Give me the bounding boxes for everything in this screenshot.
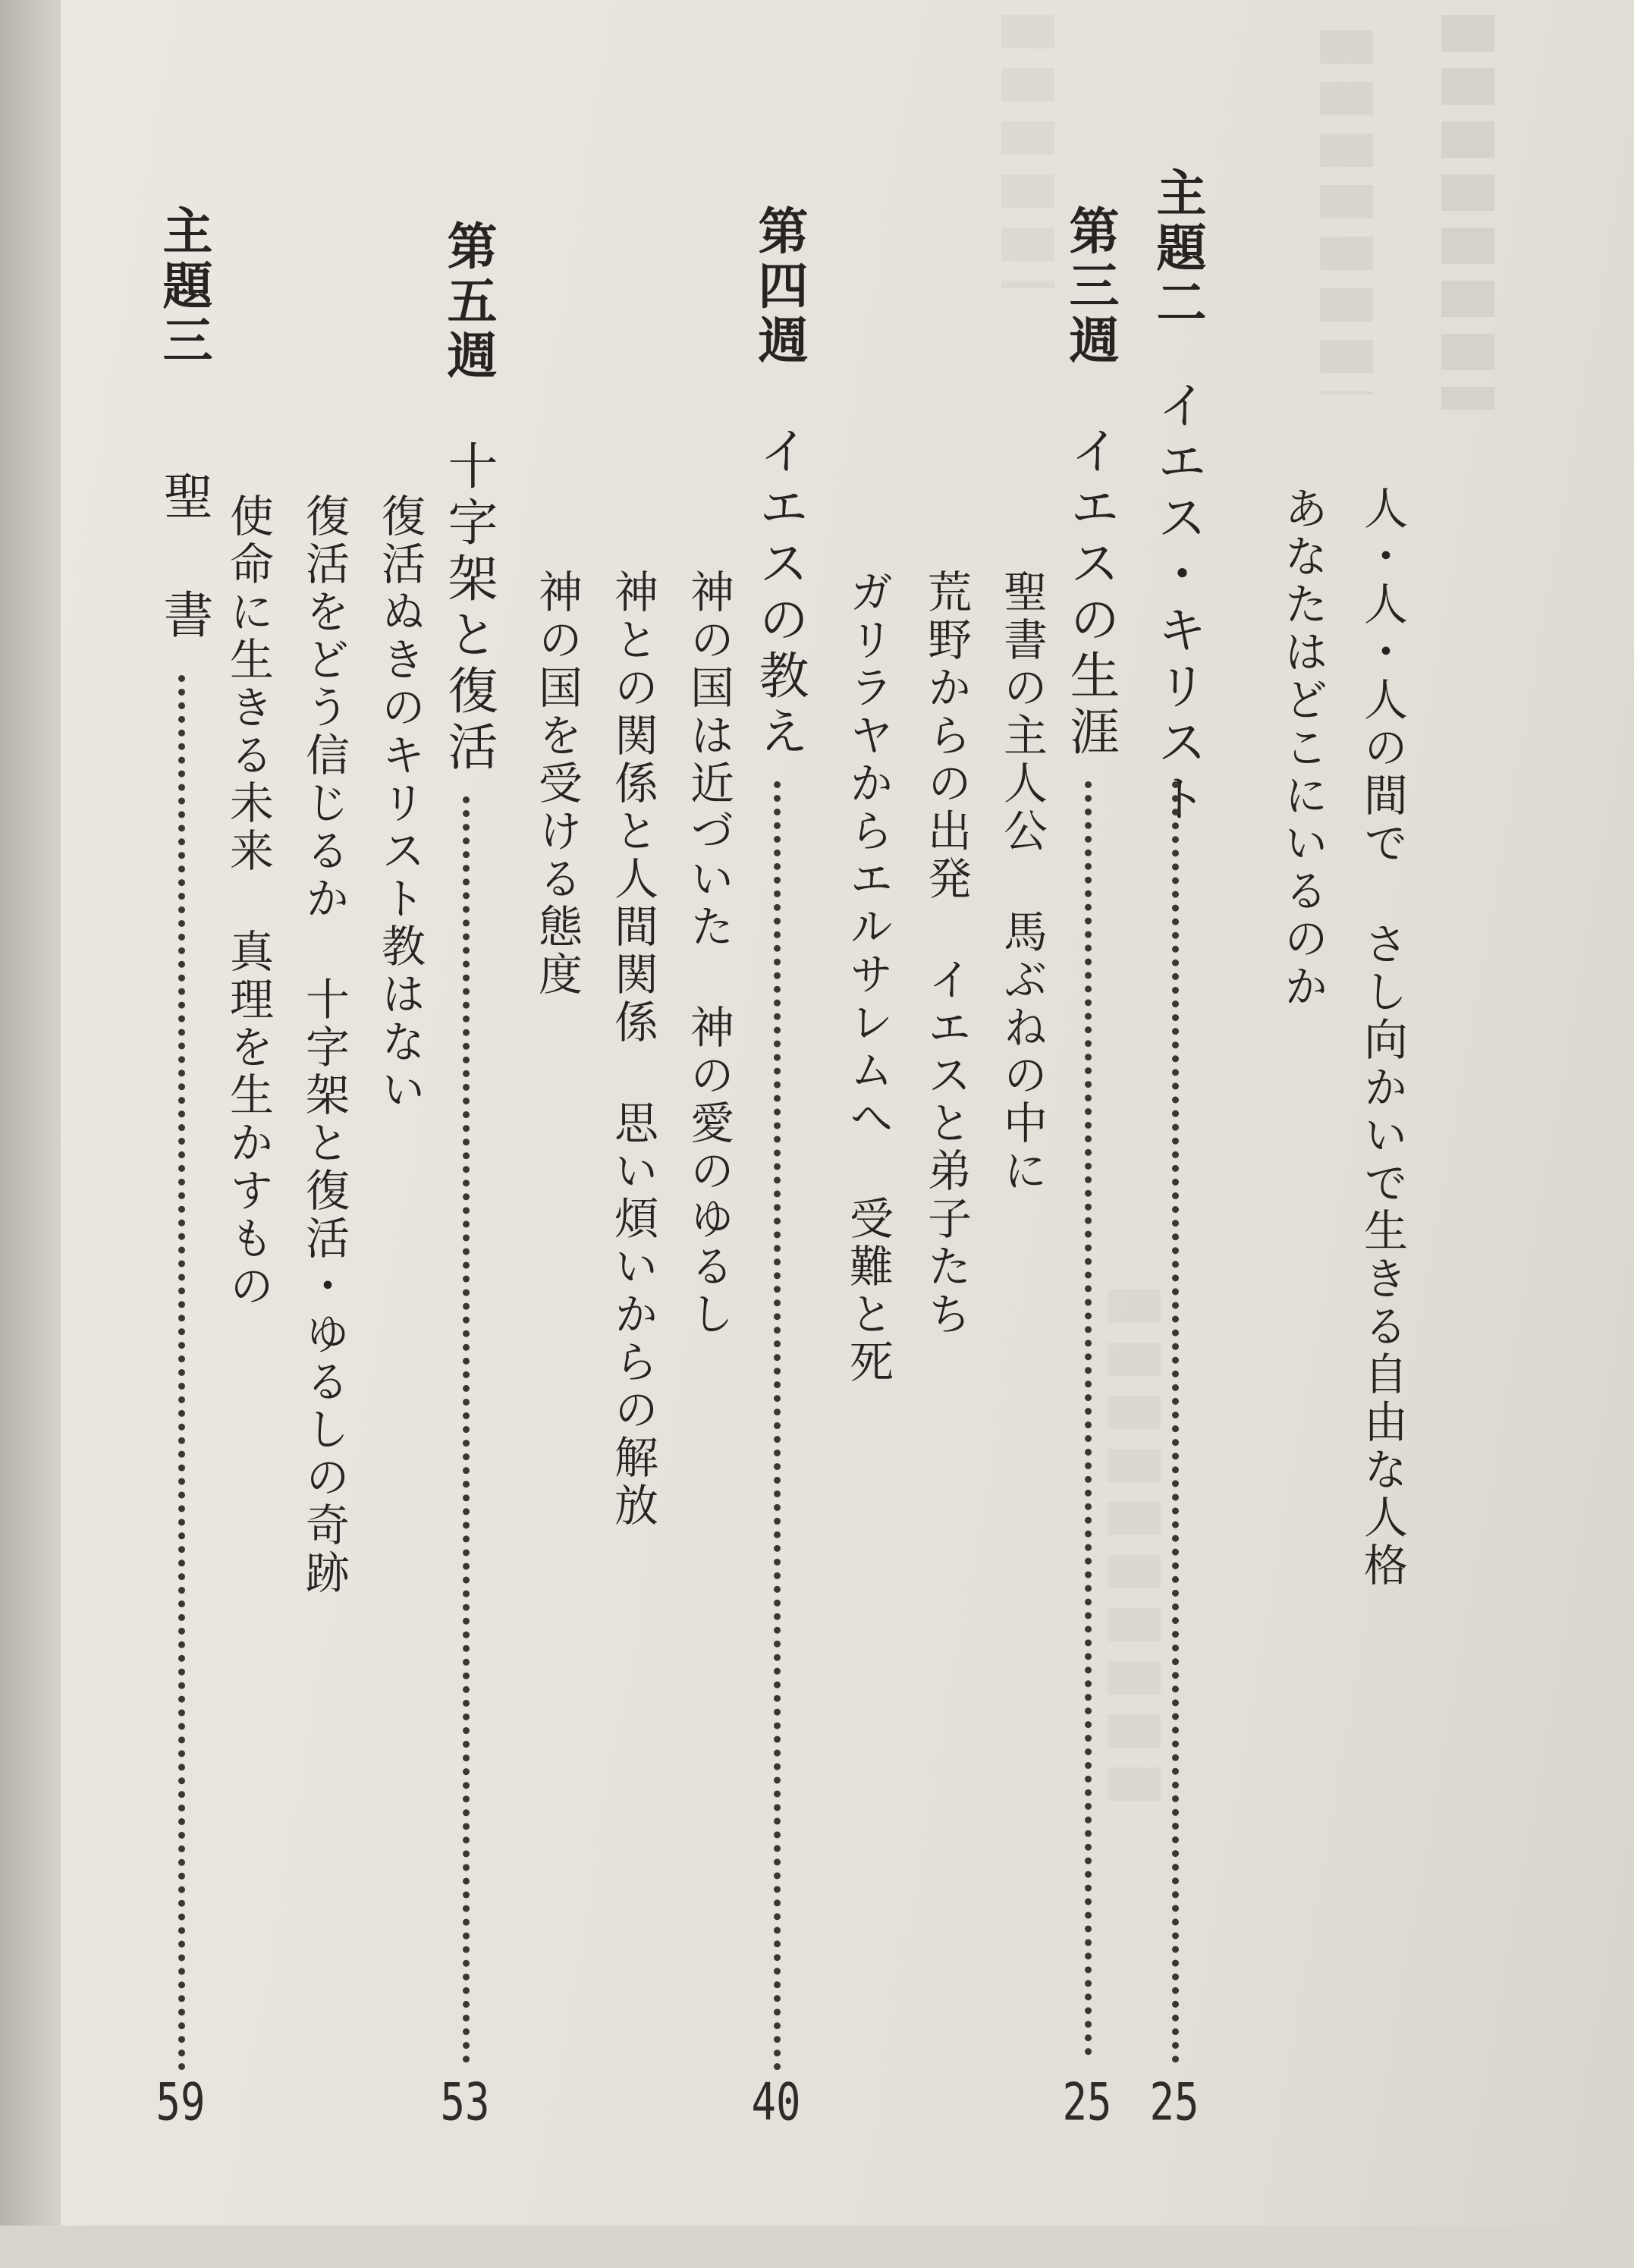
subtopic-item: イエスと弟子たち <box>920 957 972 1339</box>
toc-entry-theme-2[interactable] <box>1142 167 1210 2215</box>
subtopic-line <box>1271 485 1334 1011</box>
book-page <box>61 0 1634 2226</box>
show-through-texture <box>1320 30 1373 394</box>
subtopic-item: 十字架と復活・ゆるしの奇跡 <box>298 976 350 1597</box>
subtopic-line <box>990 569 1054 1195</box>
subtopic-item: あなたはどこにいるのか <box>1277 485 1328 1011</box>
entry-page-number: 25 <box>1149 2072 1199 2132</box>
entry-title: イエスの生涯 <box>1061 425 1120 762</box>
subtopic-line <box>368 493 432 1114</box>
subtopic-item: 復活ぬきのキリスト教はない <box>374 493 426 1114</box>
entry-title: イエスの教え <box>750 425 809 762</box>
entry-label: 主題三 <box>154 205 213 369</box>
show-through-texture <box>1001 15 1054 288</box>
entry-label: 第三週 <box>1061 205 1120 369</box>
entry-title: イエス・キリスト <box>1149 379 1207 828</box>
subtopic-item: 荒野からの出発 <box>920 569 972 903</box>
entry-label: 第四週 <box>749 205 809 369</box>
subtopic-item: 神の愛のゆるし <box>683 1004 734 1339</box>
subtopic-line <box>836 569 900 1387</box>
entry-title: 十字架と復活 <box>439 440 498 777</box>
toc-entry-week-3[interactable] <box>1054 205 1123 2253</box>
subtopic-line <box>677 569 740 1339</box>
subtopic-item: 使命に生きる未来 <box>222 493 274 875</box>
toc-entry-week-4[interactable] <box>743 205 812 2253</box>
subtopic-line <box>914 569 978 1339</box>
subtopic-item: ガリラヤからエルサレムへ <box>842 569 894 1142</box>
subtopic-line <box>525 569 589 999</box>
entry-page-number: 59 <box>156 2072 206 2132</box>
toc-entry-theme-3[interactable] <box>148 205 216 2253</box>
leader-dots <box>774 781 781 2071</box>
entry-title: 聖 書 <box>155 470 213 648</box>
leader-dots <box>1172 781 1179 2063</box>
entry-label: 第五週 <box>438 220 498 384</box>
toc-entry-week-5[interactable] <box>432 220 501 2268</box>
subtopic-item: 受難と死 <box>842 1195 894 1387</box>
entry-page-number: 40 <box>751 2072 801 2132</box>
entry-page-number: 25 <box>1062 2072 1112 2132</box>
subtopic-item: 聖書の主人公 <box>996 569 1048 856</box>
subtopic-item: 神との関係と人間関係 <box>607 569 658 1047</box>
subtopic-line <box>292 493 356 1597</box>
leader-dots <box>463 796 470 2063</box>
show-through-texture <box>1441 15 1494 410</box>
entry-label: 主題二 <box>1148 167 1207 331</box>
subtopic-line <box>1350 485 1414 1590</box>
subtopic-line <box>216 493 280 1311</box>
leader-dots <box>1085 781 1092 2056</box>
subtopic-item: 神の国は近づいた <box>683 569 734 951</box>
leader-dots <box>178 675 185 2071</box>
subtopic-item: さし向かいで生きる自由な人格 <box>1356 921 1408 1590</box>
entry-page-number: 53 <box>440 2072 490 2132</box>
subtopic-item: 思い煩いからの解放 <box>607 1100 658 1530</box>
subtopic-item: 真理を生かすもの <box>222 928 274 1311</box>
subtopic-item: 復活をどう信じるか <box>298 493 350 923</box>
subtopic-item: 神の国を受ける態度 <box>531 569 583 999</box>
subtopic-line <box>601 569 665 1530</box>
subtopic-item: 馬ぶねの中に <box>996 909 1048 1195</box>
subtopic-item: 人・人・人の間で <box>1356 485 1408 868</box>
